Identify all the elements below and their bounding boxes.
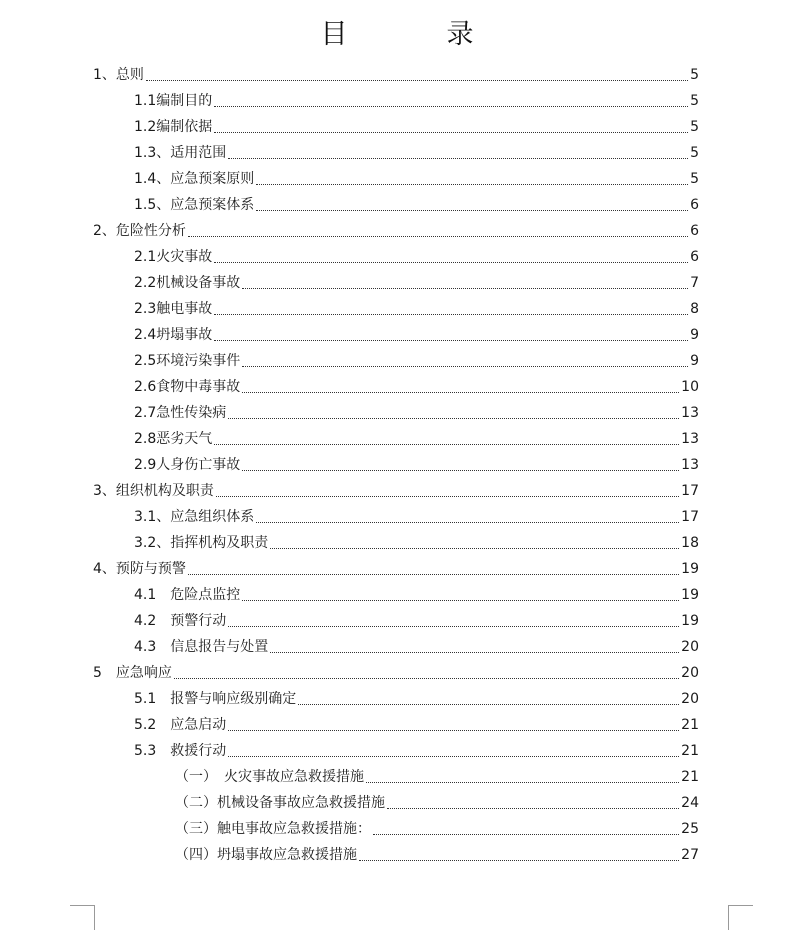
toc-entry-title: 4.2 预警行动 <box>134 613 227 629</box>
toc-entry-title: 2.7急性传染病 <box>134 405 227 421</box>
toc-entry-title: 1.1编制目的 <box>134 93 213 109</box>
toc-entry-title: 2.3触电事故 <box>134 301 213 317</box>
toc-page-number: 13 <box>681 457 699 473</box>
toc-dot-leader <box>387 807 679 809</box>
toc-entry-title: 3.2、指挥机构及职责 <box>134 535 269 551</box>
toc-dot-leader <box>174 677 679 679</box>
toc-page-number: 6 <box>690 223 699 239</box>
toc-entry[interactable] <box>93 214 699 240</box>
toc-entry[interactable] <box>134 708 699 734</box>
toc-entry-title: 4、预防与预警 <box>93 561 186 577</box>
toc-page-number: 20 <box>681 691 699 707</box>
toc-entry[interactable] <box>134 318 699 344</box>
page-title: 目 录 <box>320 19 510 50</box>
toc-page-number: 19 <box>681 587 699 603</box>
toc-entry[interactable] <box>134 682 699 708</box>
toc-dot-leader <box>214 131 688 133</box>
toc-dot-leader <box>242 365 688 367</box>
toc-entry-title: （三）触电事故应急救援措施： <box>175 821 371 837</box>
toc-entry-title: 5.3 救援行动 <box>134 743 227 759</box>
toc-entry[interactable] <box>93 656 699 682</box>
toc-page-number: 5 <box>690 67 699 83</box>
toc-entry-title: 5 应急响应 <box>93 665 172 681</box>
toc-entry[interactable] <box>134 344 699 370</box>
toc-dot-leader <box>228 625 679 627</box>
toc-entry[interactable] <box>134 84 699 110</box>
toc-dot-leader <box>373 833 679 835</box>
toc-entry-title: 2.2机械设备事故 <box>134 275 241 291</box>
toc-entry[interactable] <box>134 448 699 474</box>
toc-page-number: 21 <box>681 743 699 759</box>
toc-entry-title: 5.2 应急启动 <box>134 717 227 733</box>
toc-dot-leader <box>242 287 688 289</box>
toc-dot-leader <box>256 521 679 523</box>
toc-dot-leader <box>298 703 679 705</box>
toc-entry-title: 4.1 危险点监控 <box>134 587 241 603</box>
toc-entry[interactable] <box>134 396 699 422</box>
toc-entry[interactable] <box>134 240 699 266</box>
toc-entry-title: 3.1、应急组织体系 <box>134 509 255 525</box>
toc-entry[interactable] <box>134 110 699 136</box>
toc-entry-title: 1.4、应急预案原则 <box>134 171 255 187</box>
toc-page-number: 21 <box>681 717 699 733</box>
toc-entry-title: 3、组织机构及职责 <box>93 483 214 499</box>
toc-entry[interactable] <box>134 734 699 760</box>
toc-entry[interactable] <box>134 292 699 318</box>
toc-entry[interactable] <box>93 58 699 84</box>
toc-dot-leader <box>214 105 688 107</box>
toc-dot-leader <box>214 443 679 445</box>
toc-page-number: 5 <box>690 171 699 187</box>
toc-entry[interactable] <box>134 578 699 604</box>
toc-entry[interactable] <box>134 422 699 448</box>
toc-dot-leader <box>214 313 688 315</box>
toc-entry[interactable] <box>134 500 699 526</box>
toc-entry[interactable] <box>134 526 699 552</box>
toc-dot-leader <box>188 573 679 575</box>
toc-page-number: 19 <box>681 561 699 577</box>
toc-page-number: 25 <box>681 821 699 837</box>
toc-dot-leader <box>256 209 688 211</box>
toc-dot-leader <box>270 547 679 549</box>
toc-page-number: 5 <box>690 119 699 135</box>
toc-entry-title: 5.1 报警与响应级别确定 <box>134 691 297 707</box>
toc-page-number: 17 <box>681 509 699 525</box>
toc-entry[interactable] <box>175 760 699 786</box>
toc-entry-title: （二）机械设备事故应急救援措施 <box>175 795 385 811</box>
toc-page-number: 9 <box>690 327 699 343</box>
toc-entry[interactable] <box>93 474 699 500</box>
toc-entry-title: 1.2编制依据 <box>134 119 213 135</box>
toc-entry-title: 2.1火灾事故 <box>134 249 213 265</box>
toc-page-number: 7 <box>690 275 699 291</box>
toc-dot-leader <box>242 469 679 471</box>
toc-entry-title: 2、危险性分析 <box>93 223 186 239</box>
toc-page-number: 6 <box>690 249 699 265</box>
toc-dot-leader <box>228 755 679 757</box>
toc-entry[interactable] <box>93 552 699 578</box>
toc-page-number: 24 <box>681 795 699 811</box>
toc-page-number: 6 <box>690 197 699 213</box>
toc-entry[interactable] <box>175 812 699 838</box>
toc-dot-leader <box>228 157 688 159</box>
page-corner-mark-left <box>70 905 95 930</box>
toc-entry-title: （一） 火灾事故应急救援措施 <box>175 769 364 785</box>
toc-page-number: 13 <box>681 431 699 447</box>
toc-entry[interactable] <box>134 266 699 292</box>
toc-page-number: 17 <box>681 483 699 499</box>
toc-page-number: 13 <box>681 405 699 421</box>
toc-page-number: 20 <box>681 665 699 681</box>
toc-entry-title: 1.3、适用范围 <box>134 145 227 161</box>
toc-page-number: 21 <box>681 769 699 785</box>
toc-entry-title: 1.5、应急预案体系 <box>134 197 255 213</box>
toc-page-number: 5 <box>690 145 699 161</box>
toc-entry[interactable] <box>134 162 699 188</box>
toc-dot-leader <box>242 391 679 393</box>
toc-page-number: 9 <box>690 353 699 369</box>
toc-page-number: 10 <box>681 379 699 395</box>
toc-entry-title: 1、总则 <box>93 67 144 83</box>
toc-dot-leader <box>216 495 679 497</box>
toc-entry-title: 2.5环境污染事件 <box>134 353 241 369</box>
toc-page-number: 5 <box>690 93 699 109</box>
toc-entry[interactable] <box>134 136 699 162</box>
toc-entry-title: 2.8恶劣天气 <box>134 431 213 447</box>
toc-entry[interactable] <box>134 630 699 656</box>
toc-entry-title: 4.3 信息报告与处置 <box>134 639 269 655</box>
toc-dot-leader <box>228 417 679 419</box>
toc-dot-leader <box>359 859 679 861</box>
toc-page-number: 27 <box>681 847 699 863</box>
toc-dot-leader <box>214 339 688 341</box>
toc-page-number: 20 <box>681 639 699 655</box>
toc-dot-leader <box>366 781 679 783</box>
toc-page-number: 19 <box>681 613 699 629</box>
toc-entry-title: 2.6食物中毒事故 <box>134 379 241 395</box>
toc-entry[interactable] <box>134 370 699 396</box>
toc-dot-leader <box>256 183 688 185</box>
toc-dot-leader <box>214 261 688 263</box>
toc-entry[interactable] <box>134 188 699 214</box>
toc-entry-title: 2.9人身伤亡事故 <box>134 457 241 473</box>
toc-entry-title: 2.4坍塌事故 <box>134 327 213 343</box>
toc-dot-leader <box>270 651 679 653</box>
toc-dot-leader <box>228 729 679 731</box>
page-corner-mark-right <box>728 905 753 930</box>
toc-entry[interactable] <box>175 838 699 864</box>
toc-entry-title: （四）坍塌事故应急救援措施 <box>175 847 357 863</box>
toc-page-number: 18 <box>681 535 699 551</box>
toc-entry[interactable] <box>134 604 699 630</box>
toc-dot-leader <box>242 599 679 601</box>
toc-page-number: 8 <box>690 301 699 317</box>
toc-dot-leader <box>188 235 688 237</box>
toc-dot-leader <box>146 79 688 81</box>
toc-entry[interactable] <box>175 786 699 812</box>
